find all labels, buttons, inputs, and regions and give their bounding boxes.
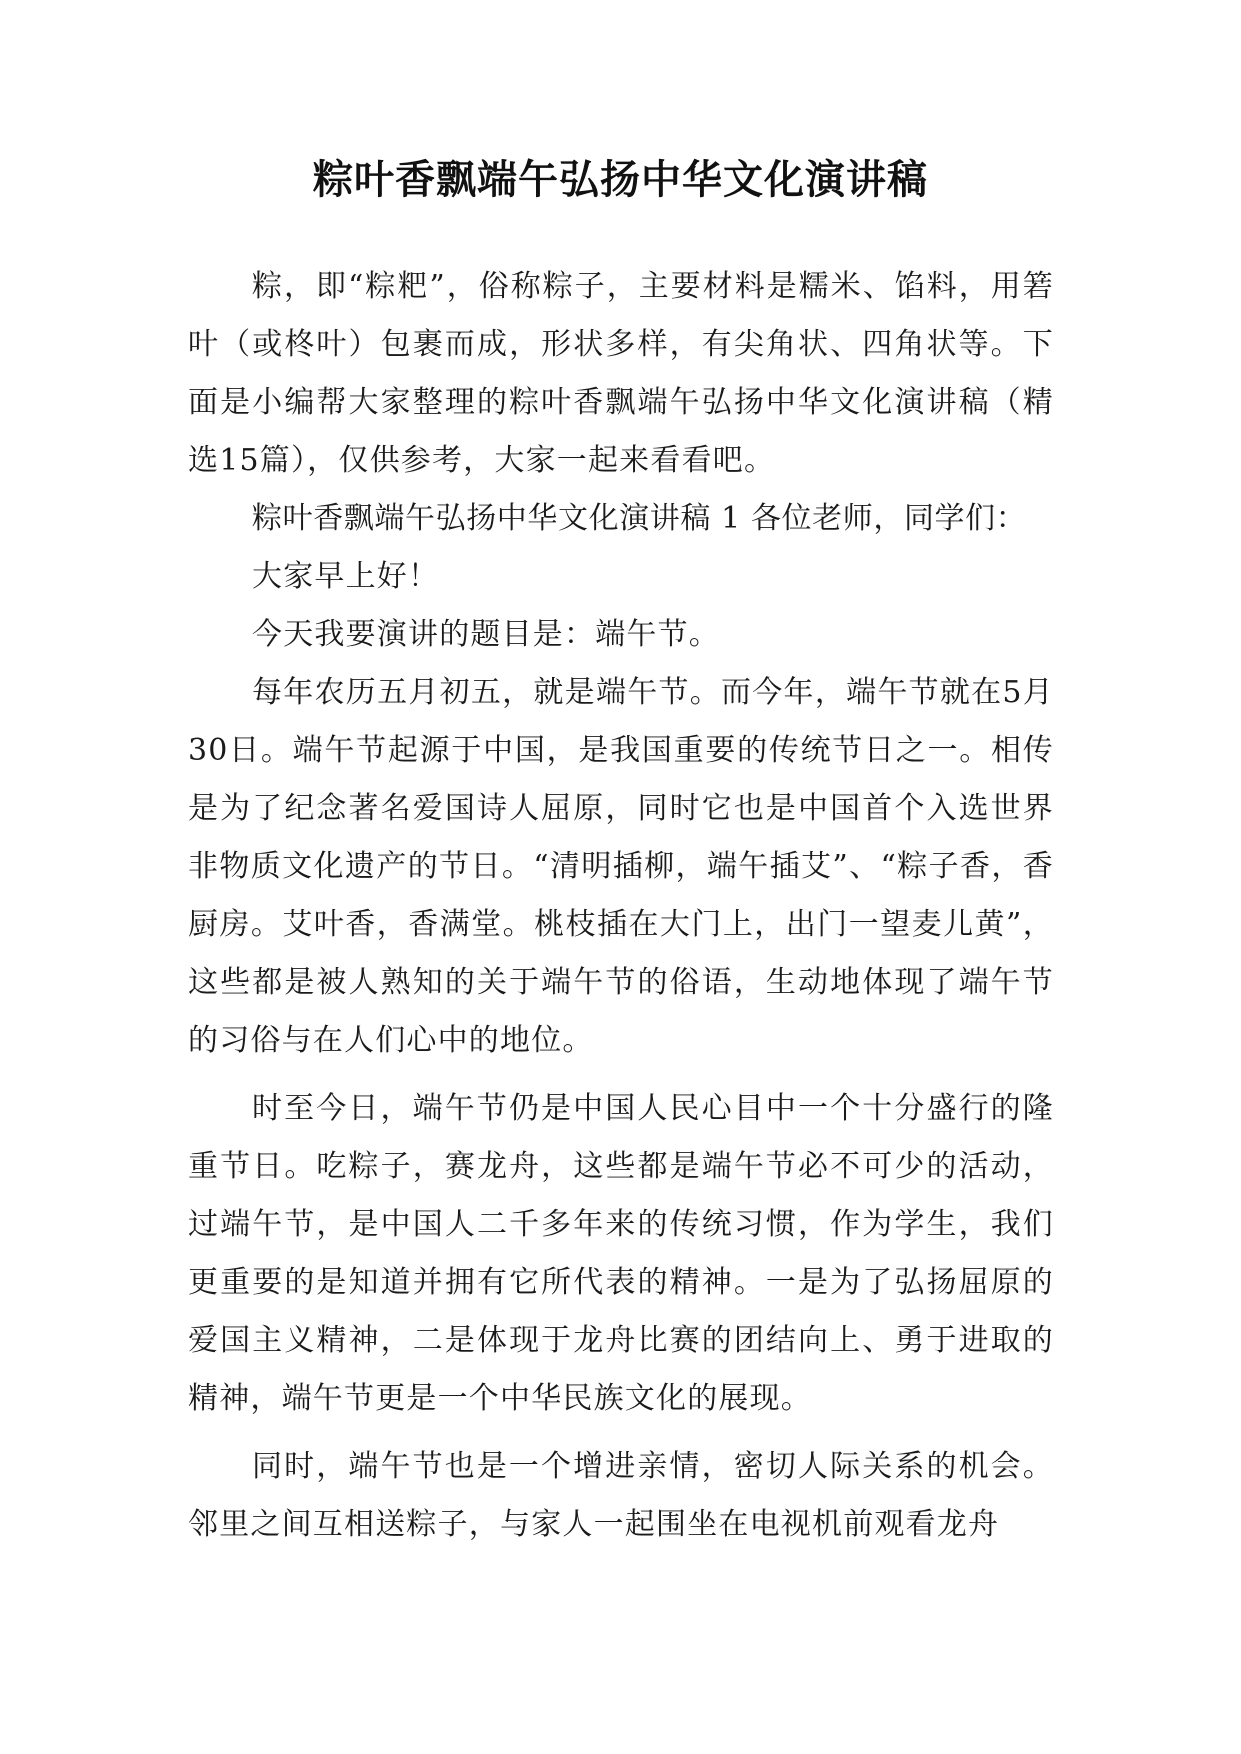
paragraph-origin: 每年农历五月初五，就是端午节。而今年，端午节就在5月30日。端午节起源于中国，是我国重要的传统节日之一。相传是为了纪念著名爱国诗人屈原，同时它也是中国首个入选世界非物质文化遗产的节日。“清明插柳，端午插艾”、“粽子香，香厨房。艾叶香，香满堂。桃枝插在大门上，出门一望麦儿黄”，这些都是被人熟知的关于端午节的俗语，生动地体现了端午节的习俗与在人们心中的地位。 [188,675,1054,1058]
paragraph-greeting: 大家早上好！ [252,559,440,594]
document-body [188,258,1054,1554]
paragraph-significance: 时至今日，端午节仍是中国人民心目中一个十分盛行的隆重节日。吃粽子，赛龙舟，这些都是端午节必不可少的活动，过端午节，是中国人二千多年来的传统习惯，作为学生，我们更重要的是知道并拥有它所代表的精神。一是为了弘扬屈原的爱国主义精神，二是体现于龙舟比赛的团结向上、勇于进取的精神，端午节更是一个中华民族文化的展现。 [188,1091,1054,1416]
paragraph-intro: 粽，即“粽粑”，俗称粽子，主要材料是糯米、馅料，用箬叶（或柊叶）包裹而成，形状多样，有尖角状、四角状等。下面是小编帮大家整理的粽叶香飘端午弘扬中华文化演讲稿（精选15篇），仅供参考，大家一起来看看吧。 [188,269,1054,478]
document-title: 粽叶香飘端午弘扬中华文化演讲稿 [313,157,928,203]
paragraph-family: 同时，端午节也是一个增进亲情，密切人际关系的机会。邻里之间互相送粽子，与家人一起围坐在电视机前观看龙舟 [188,1449,1054,1542]
paragraph-topic: 今天我要演讲的题目是：端午节。 [252,617,720,652]
paragraph-speech-heading: 粽叶香飘端午弘扬中华文化演讲稿 1 各位老师，同学们： [252,501,1027,536]
